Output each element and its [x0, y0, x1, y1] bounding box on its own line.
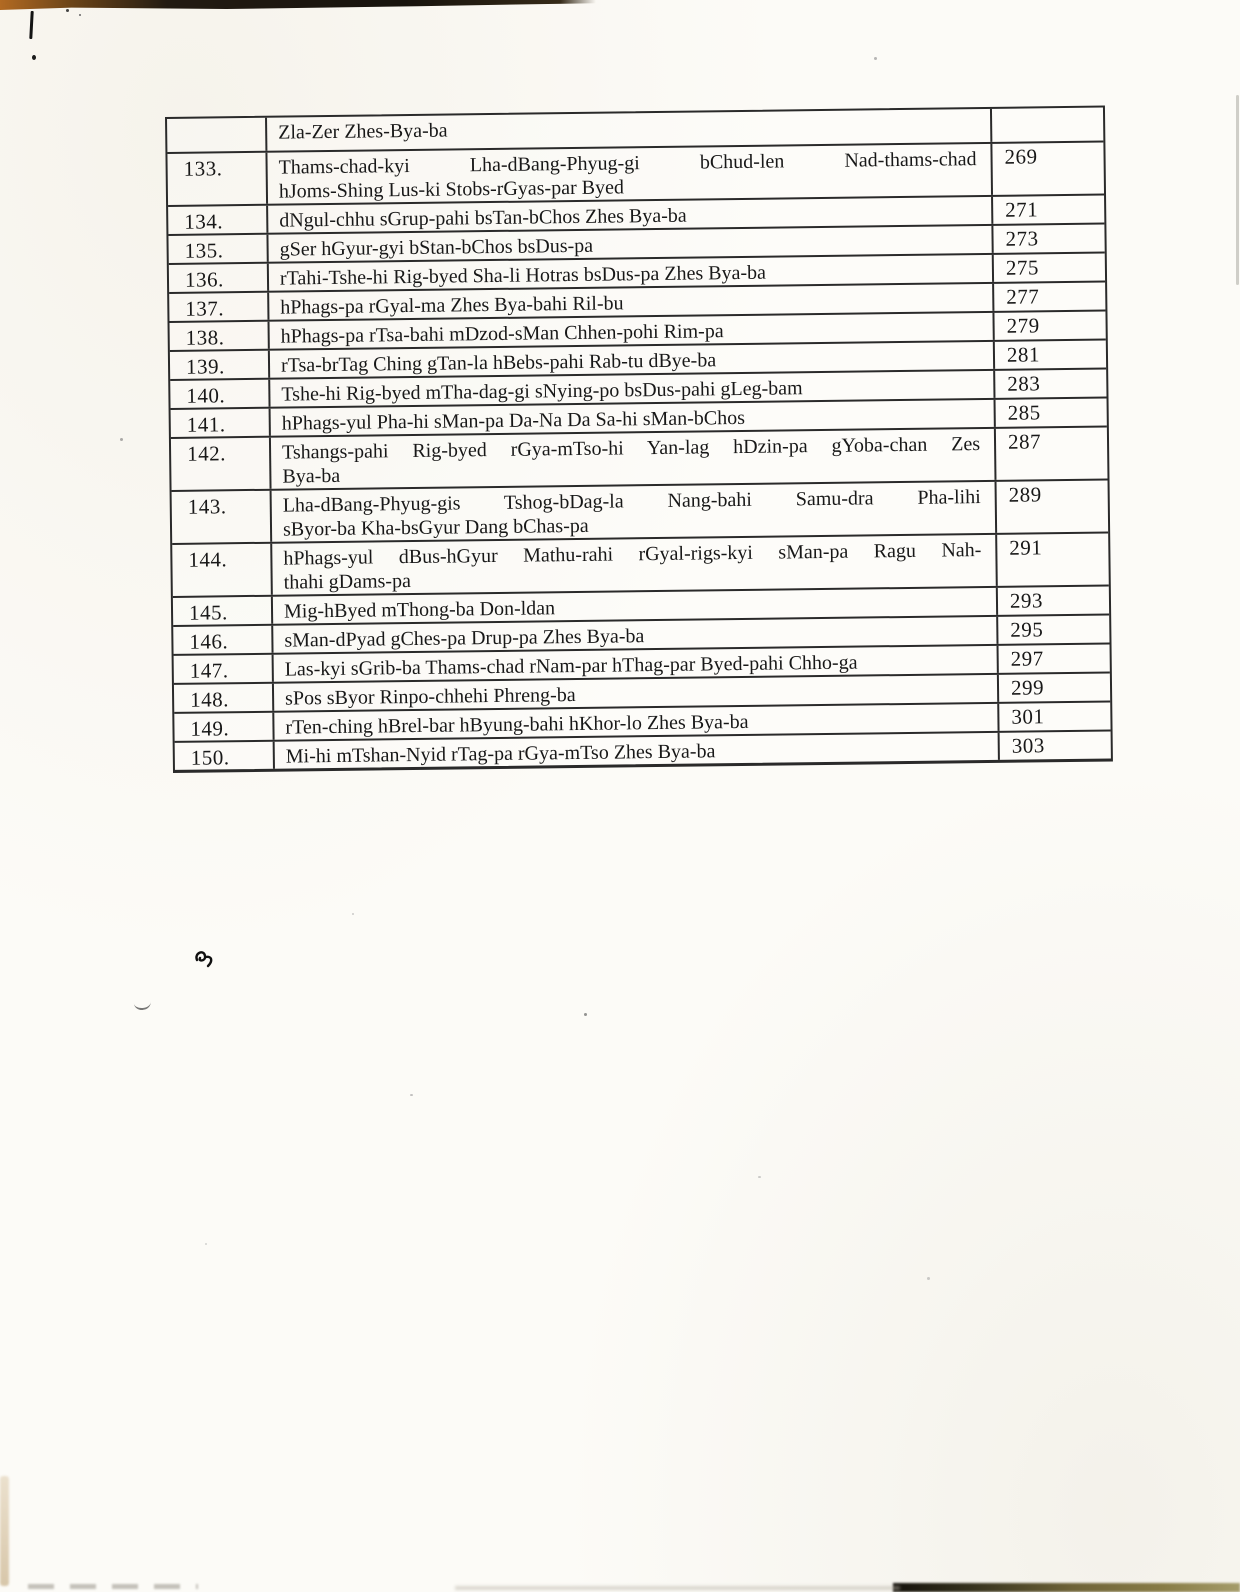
page-number-cell: 277 [1006, 284, 1040, 309]
page-number-cell: 299 [1010, 675, 1045, 700]
title-line: rTen-ching hBrel-bar hByung-bahi hKhor-lo Zhes Bya-ba [285, 710, 749, 739]
scan-edge-right-line [1236, 95, 1239, 285]
ink-squiggle-icon [193, 948, 223, 972]
row-number-cell: 146. [173, 626, 273, 654]
row-number-cell: 134. [168, 206, 268, 234]
row-number-cell: 147. [174, 655, 274, 683]
title-cell [272, 535, 998, 595]
title-line: gSer hGyur-gyi bStan-bChos bsDus-pa [279, 234, 594, 261]
title-line: Thams-chad-kyi Lha-dBang-Phyug-gi bChud-len Nad-thams-chad [278, 148, 977, 179]
scan-edge-bottom-right-band [893, 1583, 1240, 1592]
title-line: Tshangs-pahi Rig-byed rGya-mTso-hi Yan-lag hDzin-pa gYoba-chan Zes [281, 433, 981, 464]
page-number-cell: 269 [1004, 144, 1038, 169]
title-line: hPhags-yul dBus-hGyur Mathu-rahi rGyal-rigs-kyi sMan-pa Ragu Nah- [283, 539, 982, 570]
title-cell [272, 482, 998, 542]
title-line: rTahi-Tshe-hi Rig-byed Sha-li Hotras bsDus-pa Zhes Bya-ba [279, 261, 767, 290]
dust-speck [410, 1094, 413, 1096]
row-number-cell: 137. [169, 293, 269, 321]
row-number-cell: 140. [170, 380, 270, 408]
row-number-cell: 136. [169, 264, 269, 292]
scan-edge-left-smudge [0, 1476, 9, 1586]
title-line: sByor-ba Kha-bsGyur Dang bChas-pa [282, 514, 589, 541]
title-line: Bya-ba [282, 464, 341, 488]
page-number-cell: 271 [1005, 197, 1039, 222]
title-line: hPhags-pa rTsa-bahi mDzod-sMan Chhen-pohi Rim-pa [280, 320, 724, 348]
title-line: rTsa-brTag Ching gTan-la hBebs-pahi Rab-tu dBye-ba [280, 349, 717, 377]
page-number-cell: 297 [1010, 646, 1044, 671]
row-number-cell: 135. [168, 235, 268, 263]
title-line: Las-kyi sGrib-ba Thams-chad rNam-par hThag-par Byed-pahi Chho-ga [284, 651, 858, 681]
page-number-cell: 279 [1006, 313, 1040, 338]
page-number-cell: 273 [1005, 226, 1039, 251]
page-number-cell: 287 [1007, 429, 1042, 454]
row-number-cell: 133. [167, 153, 268, 205]
dust-speck [758, 1176, 761, 1178]
dust-speck [352, 913, 354, 915]
title-line: hPhags-pa rGyal-ma Zhes Bya-bahi Ril-bu [280, 292, 624, 319]
page-number-cell: 289 [1008, 482, 1042, 507]
row-number-cell [167, 118, 267, 152]
title-line: thahi gDams-pa [283, 570, 412, 594]
page-number-cell: 291 [1009, 535, 1043, 560]
title-line: sMan-dPyad gChes-pa Drup-pa Zhes Bya-ba [284, 625, 645, 652]
title-line: Tshe-hi Rig-byed mTha-dag-gi sNying-po bsDus-pahi gLeg-bam [281, 377, 803, 406]
page-number-cell: 283 [1007, 371, 1041, 396]
row-number-cell: 150. [175, 742, 275, 770]
title-line: Zla-Zer Zhes-Bya-ba [278, 119, 448, 144]
title-line: dNgul-chhu sGrup-pahi bsTan-bChos Zhes Bya-ba [279, 204, 687, 232]
page-number-cell: 275 [1005, 255, 1040, 280]
row-number-cell: 141. [171, 409, 271, 437]
title-line: hPhags-yul Pha-hi sMan-pa Da-Na Da Sa-hi sMan-bChos [281, 406, 746, 435]
scan-edge-bottom-left-dashes [28, 1584, 198, 1589]
page-number-cell: 301 [1011, 704, 1045, 729]
page-number-cell: 295 [1010, 617, 1044, 642]
ink-tick-icon [134, 1000, 152, 1010]
pen-mark-icon [29, 11, 33, 39]
row-number-cell: 143. [172, 491, 273, 543]
dust-speck [79, 14, 81, 16]
row-number-cell: 145. [173, 597, 273, 625]
row-number-cell: 142. [171, 438, 272, 490]
dust-speck [927, 1277, 930, 1280]
dust-speck [120, 438, 123, 441]
row-number-cell: 144. [172, 544, 273, 596]
dust-speck [874, 57, 877, 60]
page-number-cell: 303 [1011, 733, 1045, 758]
title-line: Mig-hByed mThong-ba Don-ldan [283, 597, 556, 623]
dust-speck [205, 1243, 207, 1245]
pen-mark-dot-icon [32, 55, 36, 60]
scan-edge-top-band [0, 0, 596, 10]
contents-table [165, 106, 1113, 773]
page-number-cell: 293 [1009, 588, 1044, 613]
title-line: sPos sByor Rinpo-chhehi Phreng-ba [284, 684, 576, 710]
title-cell [271, 429, 997, 489]
title-line: Mi-hi mTshan-Nyid rTag-pa rGya-mTso Zhes Bya-ba [285, 740, 716, 768]
row-number-cell: 139. [170, 351, 270, 379]
title-line: hJoms-Shing Lus-ki Stobs-rGyas-par Byed [278, 176, 625, 203]
page-number-cell: 281 [1006, 342, 1041, 367]
title-cell [267, 144, 993, 204]
page-number-cell [992, 108, 1103, 142]
page-number-cell: 285 [1007, 400, 1041, 425]
row-number-cell: 148. [174, 684, 274, 712]
title-line: Lha-dBang-Phyug-gis Tshog-bDag-la Nang-bahi Samu-dra Pha-lihi [282, 486, 981, 517]
scan-edge-bottom-smudge [455, 1586, 900, 1590]
dust-speck [66, 9, 69, 12]
row-number-cell: 149. [174, 713, 274, 741]
dust-speck [584, 1013, 587, 1016]
row-number-cell: 138. [170, 322, 270, 350]
